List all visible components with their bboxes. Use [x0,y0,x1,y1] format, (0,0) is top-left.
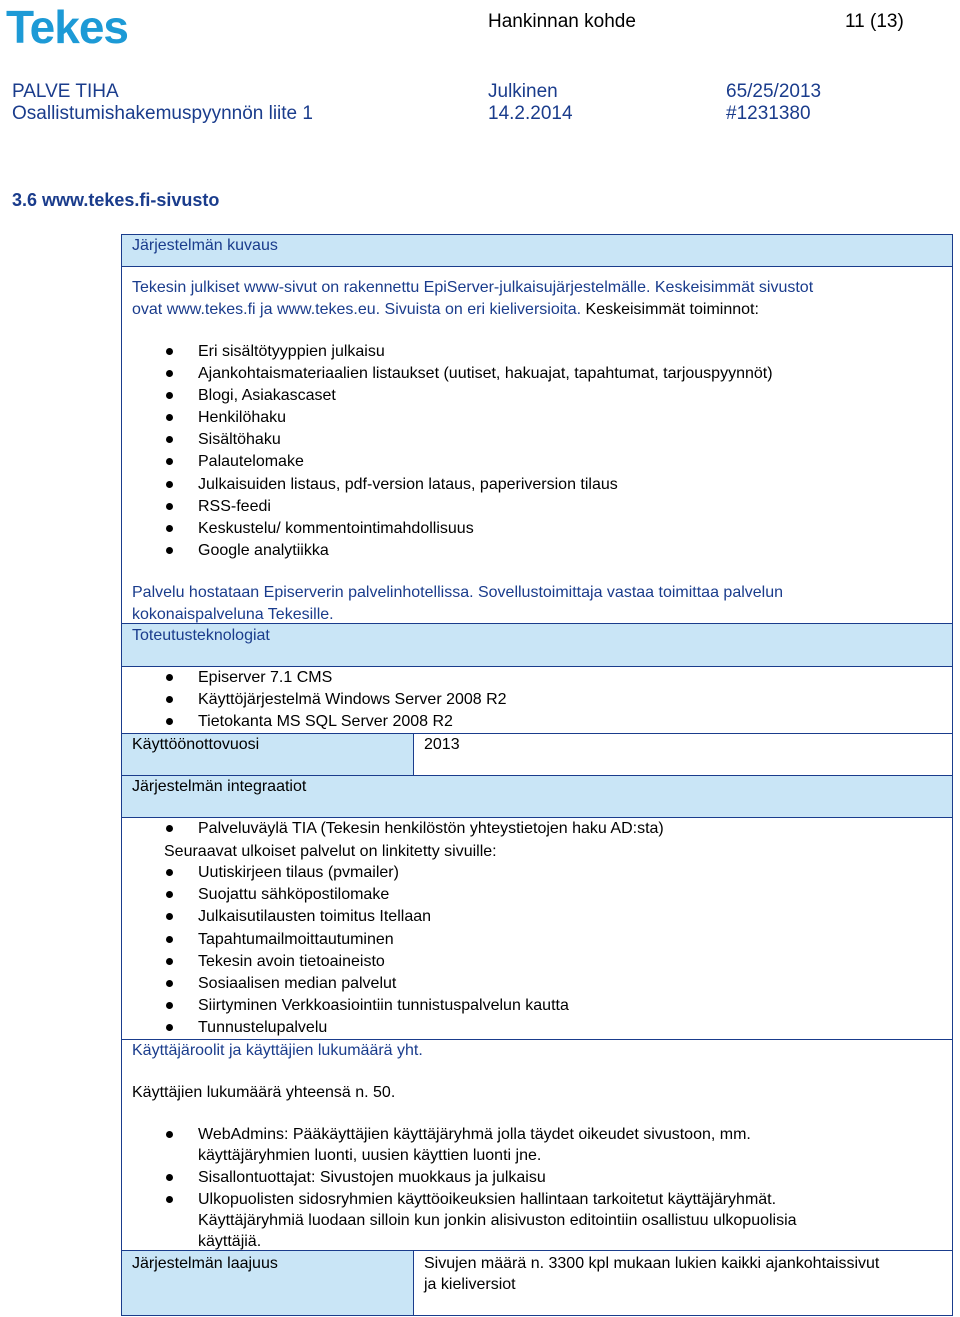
bullet-icon [166,370,173,377]
tekes-logo: Tekes [6,1,129,53]
hosting-text-line2: kokonaispalveluna Tekesille. [132,606,334,623]
header-classification: Julkinen [488,81,558,102]
bullet-icon [166,547,173,554]
scope-label: Järjestelmän laajuus [132,1255,278,1272]
bullet-icon [166,458,173,465]
integrations-heading: Järjestelmän integraatiot [132,778,307,795]
description-text-line1: Tekesin julkiset www-sivut on rakennettu EpiServer-julkaisujärjestelmälle. Keskeisimmät sivustot [132,279,814,296]
bullet-icon [166,348,173,355]
deploy-value: 2013 [424,736,460,753]
description-text-line2: ovat www.tekes.fi ja www.tekes.eu. Sivuista on eri kieliversioita. Keskeisimmät toiminnot: [132,301,759,318]
bullet-icon [166,718,173,725]
bullet-icon [166,825,173,832]
bullet-icon [166,1174,173,1181]
bullet-icon [166,1196,173,1203]
bullet-icon [166,696,173,703]
document-title: Hankinnan kohde [488,11,636,32]
hosting-text-line1: Palvelu hostataan Episerverin palvelinhotellissa. Sovellustoimittaja vastaa toimittaa palvelun [132,584,784,601]
description-heading: Järjestelmän kuvaus [132,237,278,254]
scope-value-line1: Sivujen määrä n. 3300 kpl mukaan lukien kaikki ajankohtaissivut [424,1255,880,1272]
integrations-intro: Seuraavat ulkoiset palvelut on linkitetty sivuille: [164,843,497,860]
bullet-icon [166,392,173,399]
header-document-id: #1231380 [726,103,811,124]
list-item-continuation: Käyttäjäryhmiä luodaan silloin kun jonkin alisivuston editointiin osallistuu ulkopuolisia [198,1212,797,1229]
bullet-icon [166,414,173,421]
header-diary-number: 65/25/2013 [726,81,822,102]
tech-heading: Toteutusteknologiat [132,627,270,644]
deploy-label: Käyttöönottovuosi [132,736,260,753]
bullet-icon [166,1002,173,1009]
section-title: 3.6 www.tekes.fi-sivusto [12,190,220,210]
deploy-value-cell [413,733,953,776]
bullet-icon [166,503,173,510]
bullet-icon [166,674,173,681]
roles-total: Käyttäjien lukumäärä yhteensä n. 50. [132,1084,396,1101]
page-number: 11 (13) [845,11,904,32]
roles-heading: Käyttäjäroolit ja käyttäjien lukumäärä yht. [132,1042,423,1059]
bullet-icon [166,481,173,488]
bullet-icon [166,525,173,532]
bullet-icon [166,913,173,920]
scope-value-line2: ja kieliversiot [424,1276,516,1293]
bullet-icon [166,869,173,876]
bullet-icon [166,891,173,898]
list-item-continuation: käyttäjäryhmien luonti, uusien käyttien luonti jne. [198,1147,542,1164]
bullet-icon [166,436,173,443]
bullet-icon [166,980,173,987]
header-project: PALVE TIHA [12,81,119,102]
bullet-icon [166,958,173,965]
header-attachment: Osallistumishakemuspyynnön liite 1 [12,103,313,124]
list-item-continuation: käyttäjiä. [198,1233,262,1250]
bullet-icon [166,936,173,943]
bullet-icon [166,1024,173,1031]
bullet-icon [166,1131,173,1138]
header-date: 14.2.2014 [488,103,573,124]
